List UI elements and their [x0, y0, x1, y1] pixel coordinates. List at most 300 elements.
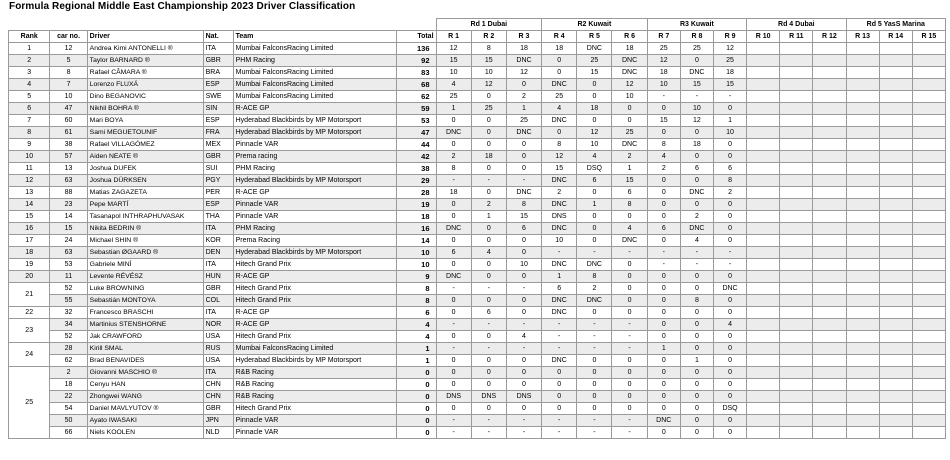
race-result-cell: 0 [713, 295, 746, 307]
table-row [9, 151, 946, 163]
race-result-cell: - [542, 331, 577, 343]
car-no-cell: 55 [50, 295, 87, 307]
race-result-cell [747, 259, 780, 271]
race-result-cell: 2 [680, 211, 713, 223]
race-result-cell [780, 91, 813, 103]
race-result-cell [879, 415, 912, 427]
race-result-cell [780, 379, 813, 391]
race-result-cell [747, 379, 780, 391]
race-result-cell: 6 [680, 163, 713, 175]
table-row [9, 127, 946, 139]
driver-cell: Giovanni MASCHIO ® [87, 367, 203, 379]
race-result-cell: 0 [542, 379, 577, 391]
race-result-cell: 18 [647, 67, 680, 79]
team-cell: Pinnacle VAR [233, 211, 397, 223]
race-result-cell: - [506, 319, 541, 331]
rank-cell: 18 [9, 247, 50, 259]
race-result-cell [747, 235, 780, 247]
race-result-cell: - [542, 319, 577, 331]
race-result-cell [846, 295, 879, 307]
race-result-cell: 0 [577, 379, 612, 391]
total-cell: 62 [397, 91, 436, 103]
race-result-cell [879, 55, 912, 67]
table-row [9, 103, 946, 115]
race-result-cell: 0 [542, 67, 577, 79]
race-result-cell: 0 [471, 259, 506, 271]
race-result-cell: 0 [713, 379, 746, 391]
race-result-cell [813, 55, 846, 67]
race-result-cell [912, 343, 945, 355]
race-result-cell: 10 [436, 67, 471, 79]
driver-cell: Mari BOYA [87, 115, 203, 127]
race-result-cell: 0 [680, 379, 713, 391]
driver-cell: Sami MEGUETOUNIF [87, 127, 203, 139]
driver-cell: Andrea Kimi ANTONELLI ® [87, 43, 203, 55]
car-no-cell: 10 [50, 91, 87, 103]
race-result-cell [846, 427, 879, 439]
race-result-cell: 0 [680, 151, 713, 163]
race-result-cell: 4 [506, 331, 541, 343]
col-race: R 5 [577, 31, 612, 43]
race-result-cell [813, 79, 846, 91]
race-result-cell: 1 [506, 103, 541, 115]
race-result-cell: - [542, 427, 577, 439]
race-result-cell [846, 391, 879, 403]
race-result-cell: 0 [612, 115, 647, 127]
car-no-cell: 52 [50, 331, 87, 343]
race-result-cell: 0 [647, 379, 680, 391]
race-result-cell: 10 [471, 67, 506, 79]
race-result-cell: 2 [506, 91, 541, 103]
nationality-cell: PGY [203, 175, 233, 187]
table-row [9, 223, 946, 235]
race-result-cell: 0 [577, 391, 612, 403]
rank-cell: 24 [9, 343, 50, 367]
race-result-cell: DNC [542, 79, 577, 91]
race-result-cell [879, 139, 912, 151]
race-result-cell: DNC [713, 283, 746, 295]
race-result-cell: 0 [436, 115, 471, 127]
race-result-cell: 0 [647, 127, 680, 139]
team-cell: R-ACE GP [233, 307, 397, 319]
race-result-cell: 0 [471, 271, 506, 283]
nationality-cell: ESP [203, 79, 233, 91]
table-row [9, 331, 946, 343]
race-result-cell [813, 355, 846, 367]
race-result-cell [747, 103, 780, 115]
race-result-cell [879, 283, 912, 295]
col-race: R 15 [912, 31, 945, 43]
col-rank: Rank [9, 31, 50, 43]
car-no-cell: 88 [50, 187, 87, 199]
race-result-cell: 0 [612, 307, 647, 319]
race-result-cell [813, 91, 846, 103]
race-result-cell: 15 [471, 55, 506, 67]
race-result-cell [747, 427, 780, 439]
nationality-cell: BRA [203, 67, 233, 79]
race-result-cell [747, 115, 780, 127]
race-result-cell: 0 [680, 427, 713, 439]
rank-cell: 25 [9, 367, 50, 439]
team-cell: Prema Racing [233, 235, 397, 247]
race-result-cell: 0 [612, 259, 647, 271]
car-no-cell: 28 [50, 343, 87, 355]
race-result-cell [780, 67, 813, 79]
race-result-cell: 4 [713, 319, 746, 331]
car-no-cell: 7 [50, 79, 87, 91]
team-cell: Hyderabad Blackbirds by MP Motorsport [233, 175, 397, 187]
table-row [9, 43, 946, 55]
race-result-cell [813, 247, 846, 259]
race-result-cell: - [647, 259, 680, 271]
race-result-cell [846, 187, 879, 199]
race-result-cell [780, 55, 813, 67]
race-result-cell [846, 127, 879, 139]
driver-cell: Jak CRAWFORD [87, 331, 203, 343]
race-result-cell: - [471, 283, 506, 295]
race-result-cell: DNC [680, 67, 713, 79]
car-no-cell: 50 [50, 415, 87, 427]
race-result-cell: 12 [577, 127, 612, 139]
team-cell: Pinnacle VAR [233, 415, 397, 427]
race-result-cell: 0 [577, 235, 612, 247]
race-result-cell: 0 [713, 307, 746, 319]
race-result-cell: DNC [680, 187, 713, 199]
nationality-cell: PER [203, 187, 233, 199]
rank-cell: 2 [9, 55, 50, 67]
table-row [9, 367, 946, 379]
nationality-cell: ESP [203, 199, 233, 211]
team-cell: Mumbai FalconsRacing Limited [233, 343, 397, 355]
driver-cell: Martinius STENSHORNE [87, 319, 203, 331]
table-row [9, 175, 946, 187]
race-result-cell [780, 283, 813, 295]
race-result-cell: 0 [506, 379, 541, 391]
driver-cell: Lorenzo FLUXÁ [87, 79, 203, 91]
race-result-cell [912, 151, 945, 163]
race-result-cell [780, 199, 813, 211]
round-header-row [9, 19, 946, 31]
race-result-cell [879, 391, 912, 403]
race-result-cell: DNC [577, 43, 612, 55]
race-result-cell [846, 319, 879, 331]
race-result-cell: DNC [436, 223, 471, 235]
race-result-cell: 4 [436, 79, 471, 91]
race-result-cell: - [436, 343, 471, 355]
race-result-cell: 0 [647, 199, 680, 211]
race-result-cell: - [506, 427, 541, 439]
race-result-cell [846, 283, 879, 295]
race-result-cell: - [680, 91, 713, 103]
race-result-cell: 0 [577, 223, 612, 235]
race-result-cell: - [436, 415, 471, 427]
team-cell: Mumbai FalconsRacing Limited [233, 43, 397, 55]
race-result-cell: 0 [680, 175, 713, 187]
race-result-cell: DNC [542, 199, 577, 211]
race-result-cell [912, 163, 945, 175]
race-result-cell [780, 211, 813, 223]
driver-cell: Dino BEGANOVIC [87, 91, 203, 103]
total-cell: 6 [397, 307, 436, 319]
race-result-cell [813, 367, 846, 379]
total-cell: 4 [397, 319, 436, 331]
race-result-cell: - [612, 247, 647, 259]
team-cell: R-ACE GP [233, 319, 397, 331]
table-row [9, 427, 946, 439]
race-result-cell: 0 [436, 307, 471, 319]
team-cell: Mumbai FalconsRacing Limited [233, 67, 397, 79]
car-no-cell: 60 [50, 115, 87, 127]
table-row [9, 271, 946, 283]
race-result-cell [879, 211, 912, 223]
race-result-cell: 0 [542, 403, 577, 415]
race-result-cell: 0 [471, 379, 506, 391]
race-result-cell: 10 [647, 79, 680, 91]
race-result-cell [747, 139, 780, 151]
col-race: R 3 [506, 31, 541, 43]
car-no-cell: 18 [50, 379, 87, 391]
race-result-cell [879, 103, 912, 115]
col-total: Total [397, 31, 436, 43]
col-race: R 6 [612, 31, 647, 43]
race-result-cell: 1 [647, 343, 680, 355]
race-result-cell: 8 [647, 139, 680, 151]
race-result-cell: DNC [542, 175, 577, 187]
race-result-cell [780, 247, 813, 259]
race-result-cell [879, 427, 912, 439]
race-result-cell: DNC [612, 67, 647, 79]
table-row [9, 319, 946, 331]
race-result-cell [747, 367, 780, 379]
race-result-cell [879, 79, 912, 91]
race-result-cell [879, 151, 912, 163]
race-result-cell [747, 163, 780, 175]
car-no-cell: 47 [50, 103, 87, 115]
team-cell: Mumbai FalconsRacing Limited [233, 91, 397, 103]
race-result-cell: - [436, 319, 471, 331]
race-result-cell [813, 331, 846, 343]
race-result-cell [780, 139, 813, 151]
race-result-cell [912, 175, 945, 187]
race-result-cell: 0 [647, 319, 680, 331]
race-result-cell: - [542, 343, 577, 355]
race-result-cell: 0 [506, 151, 541, 163]
race-result-cell [813, 379, 846, 391]
race-result-cell: - [612, 319, 647, 331]
driver-cell: Cenyu HAN [87, 379, 203, 391]
race-result-cell: - [506, 415, 541, 427]
race-result-cell: 2 [542, 187, 577, 199]
race-result-cell: 15 [436, 55, 471, 67]
race-result-cell: 8 [713, 175, 746, 187]
nationality-cell: ITA [203, 43, 233, 55]
race-result-cell [846, 235, 879, 247]
team-cell: R&B Racing [233, 379, 397, 391]
race-result-cell: 0 [436, 331, 471, 343]
total-cell: 8 [397, 283, 436, 295]
race-result-cell: - [471, 343, 506, 355]
race-result-cell: 0 [713, 151, 746, 163]
page-title: Formula Regional Middle East Championship 2023 Driver Classification [9, 1, 356, 12]
car-no-cell: 23 [50, 199, 87, 211]
team-cell: R-ACE GP [233, 187, 397, 199]
race-result-cell: DNS [436, 391, 471, 403]
race-result-cell: 0 [647, 187, 680, 199]
race-result-cell: 25 [713, 55, 746, 67]
race-result-cell [747, 91, 780, 103]
col-race: R 10 [747, 31, 780, 43]
race-result-cell [747, 355, 780, 367]
race-result-cell: 0 [577, 403, 612, 415]
race-result-cell [747, 403, 780, 415]
team-cell: Hitech Grand Prix [233, 403, 397, 415]
total-cell: 42 [397, 151, 436, 163]
race-result-cell: 18 [680, 139, 713, 151]
race-result-cell: 0 [542, 367, 577, 379]
car-no-cell: 15 [50, 223, 87, 235]
race-result-cell: 10 [577, 139, 612, 151]
race-result-cell: 0 [647, 295, 680, 307]
race-result-cell: 8 [680, 295, 713, 307]
total-cell: 0 [397, 403, 436, 415]
race-result-cell: 0 [506, 163, 541, 175]
race-result-cell: 12 [436, 43, 471, 55]
race-result-cell: 15 [612, 175, 647, 187]
race-result-cell: 6 [647, 223, 680, 235]
race-result-cell: 0 [577, 211, 612, 223]
race-result-cell: 8 [471, 43, 506, 55]
race-result-cell: - [647, 91, 680, 103]
race-result-cell: 6 [577, 175, 612, 187]
team-cell: Hitech Grand Prix [233, 331, 397, 343]
race-result-cell [780, 331, 813, 343]
race-result-cell: 25 [577, 55, 612, 67]
race-result-cell [912, 319, 945, 331]
race-result-cell: 25 [612, 127, 647, 139]
race-result-cell [846, 355, 879, 367]
rank-cell: 21 [9, 283, 50, 307]
team-cell: Pinnacle VAR [233, 427, 397, 439]
race-result-cell: DNS [542, 211, 577, 223]
total-cell: 0 [397, 391, 436, 403]
race-result-cell: 0 [713, 331, 746, 343]
race-result-cell: DNC [577, 259, 612, 271]
table-row [9, 67, 946, 79]
race-result-cell: 4 [612, 223, 647, 235]
nationality-cell: GBR [203, 403, 233, 415]
race-result-cell: 0 [577, 91, 612, 103]
race-result-cell: - [506, 343, 541, 355]
team-cell: R-ACE GP [233, 271, 397, 283]
driver-cell: Pepe MARTÍ [87, 199, 203, 211]
race-result-cell [846, 163, 879, 175]
total-cell: 44 [397, 139, 436, 151]
race-result-cell: DNC [542, 355, 577, 367]
race-result-cell: DNC [542, 259, 577, 271]
table-row [9, 403, 946, 415]
race-result-cell [912, 307, 945, 319]
race-result-cell: 0 [506, 403, 541, 415]
team-cell: Mumbai FalconsRacing Limited [233, 79, 397, 91]
race-result-cell [879, 331, 912, 343]
car-no-cell: 12 [50, 43, 87, 55]
race-result-cell: 0 [436, 403, 471, 415]
race-result-cell: 0 [436, 235, 471, 247]
race-result-cell: 0 [647, 271, 680, 283]
race-result-cell [879, 259, 912, 271]
race-result-cell [813, 319, 846, 331]
race-result-cell: 0 [612, 367, 647, 379]
race-result-cell [780, 187, 813, 199]
round-header: Rd 1 Dubai [436, 19, 542, 31]
col-race: R 11 [780, 31, 813, 43]
total-cell: 0 [397, 367, 436, 379]
race-result-cell [879, 175, 912, 187]
total-cell: 68 [397, 79, 436, 91]
race-result-cell [879, 163, 912, 175]
race-result-cell: 0 [471, 91, 506, 103]
car-no-cell: 11 [50, 271, 87, 283]
total-cell: 0 [397, 379, 436, 391]
table-row [9, 199, 946, 211]
race-result-cell [747, 271, 780, 283]
race-result-cell: 8 [612, 199, 647, 211]
race-result-cell: 0 [680, 319, 713, 331]
race-result-cell: 0 [647, 331, 680, 343]
race-result-cell [747, 43, 780, 55]
race-result-cell: 1 [436, 103, 471, 115]
race-result-cell [912, 427, 945, 439]
total-cell: 83 [397, 67, 436, 79]
race-result-cell [879, 367, 912, 379]
race-result-cell: 15 [713, 79, 746, 91]
race-result-cell: 25 [471, 103, 506, 115]
race-result-cell [912, 79, 945, 91]
race-result-cell [846, 211, 879, 223]
total-cell: 16 [397, 223, 436, 235]
table-row [9, 259, 946, 271]
race-result-cell [780, 343, 813, 355]
table-row [9, 79, 946, 91]
race-result-cell [879, 247, 912, 259]
race-result-cell: 0 [713, 271, 746, 283]
race-result-cell: 10 [680, 103, 713, 115]
race-result-cell [846, 379, 879, 391]
rank-cell: 22 [9, 307, 50, 319]
rank-cell: 17 [9, 235, 50, 247]
race-result-cell: 0 [436, 199, 471, 211]
race-result-cell: DNC [612, 235, 647, 247]
race-result-cell: DNC [436, 271, 471, 283]
round-header: R3 Kuwait [647, 19, 746, 31]
team-cell: Pinnacle VAR [233, 199, 397, 211]
team-cell: R&B Racing [233, 367, 397, 379]
nationality-cell: HUN [203, 271, 233, 283]
rank-cell: 23 [9, 319, 50, 343]
race-result-cell: - [713, 259, 746, 271]
table-row [9, 247, 946, 259]
race-result-cell: 10 [713, 127, 746, 139]
race-result-cell: - [506, 175, 541, 187]
race-result-cell: DSQ [577, 163, 612, 175]
race-result-cell [846, 247, 879, 259]
race-result-cell: DNC [612, 139, 647, 151]
race-result-cell: 0 [647, 427, 680, 439]
race-result-cell: 0 [647, 103, 680, 115]
race-result-cell: 0 [577, 79, 612, 91]
race-result-cell [747, 283, 780, 295]
race-result-cell: 0 [471, 139, 506, 151]
